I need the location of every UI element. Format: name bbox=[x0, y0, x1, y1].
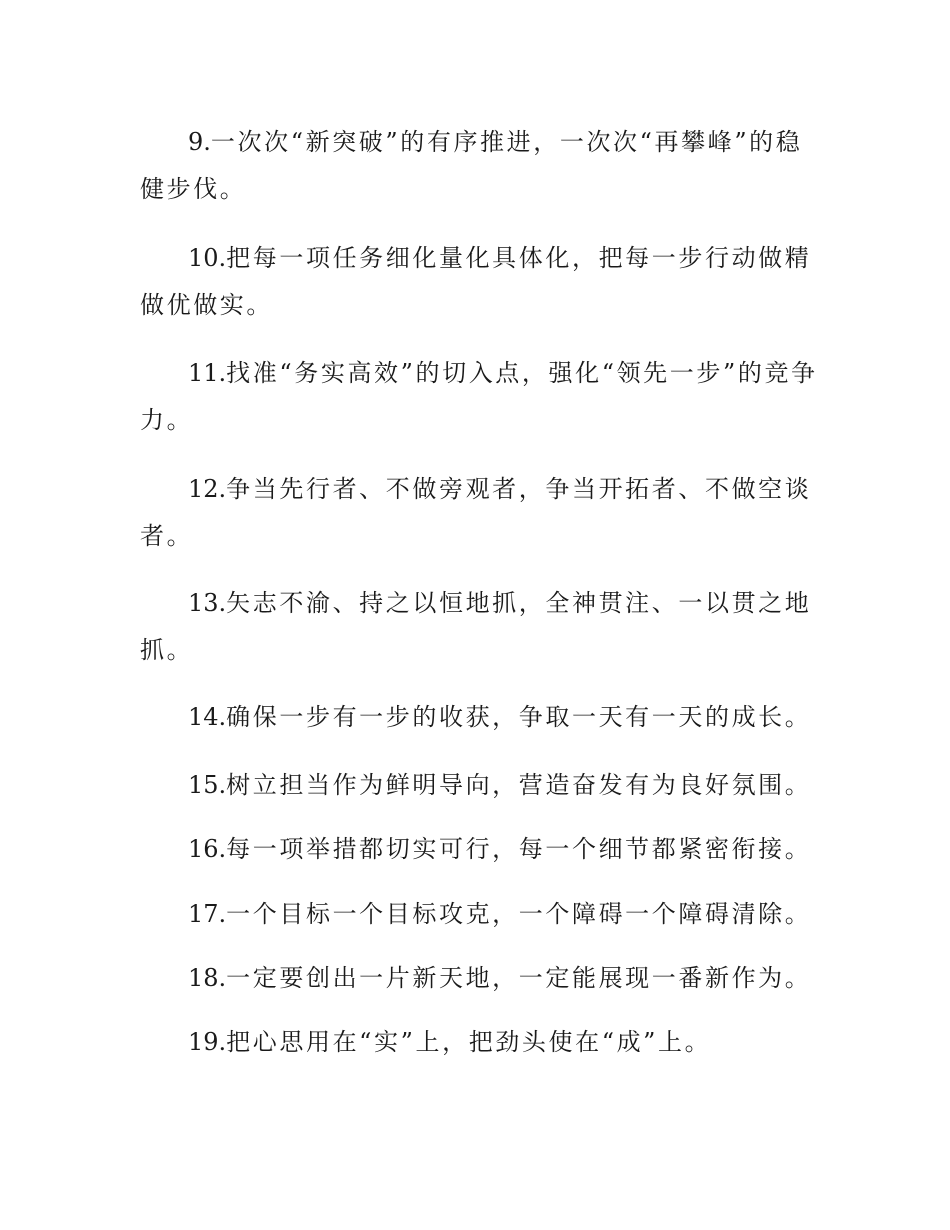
item-number: 17. bbox=[188, 900, 227, 928]
item-text: 把心思用在“实”上，把劲头使在“成”上。 bbox=[226, 1028, 712, 1056]
item-number: 10. bbox=[188, 244, 227, 272]
item-number: 12. bbox=[188, 475, 227, 503]
item-number: 14. bbox=[188, 703, 227, 731]
item-text: 争当先行者、不做旁观者，争当开拓者、不做空谈者。 bbox=[140, 475, 812, 550]
item-number: 15. bbox=[188, 771, 227, 799]
paragraph-12 bbox=[140, 466, 820, 560]
item-text: 一定要创出一片新天地，一定能展现一番新作为。 bbox=[226, 964, 812, 992]
item-number: 11. bbox=[188, 359, 227, 387]
paragraph-15 bbox=[140, 762, 820, 809]
paragraph-16 bbox=[140, 826, 820, 873]
item-number: 19. bbox=[188, 1028, 227, 1056]
paragraph-17 bbox=[140, 891, 820, 938]
paragraph-19 bbox=[140, 1019, 820, 1066]
item-number: 16. bbox=[188, 835, 227, 863]
item-number: 18. bbox=[188, 964, 227, 992]
item-number: 9. bbox=[188, 128, 211, 156]
item-number: 13. bbox=[188, 589, 227, 617]
item-text: 一次次“新突破”的有序推进，一次次“再攀峰”的稳健步伐。 bbox=[140, 128, 803, 203]
item-text: 树立担当作为鲜明导向，营造奋发有为良好氛围。 bbox=[226, 771, 812, 799]
item-text: 每一项举措都切实可行，每一个细节都紧密衔接。 bbox=[226, 835, 812, 863]
paragraph-10 bbox=[140, 235, 820, 329]
paragraph-13 bbox=[140, 580, 820, 674]
item-text: 找准“务实高效”的切入点，强化“领先一步”的竞争力。 bbox=[140, 359, 818, 434]
paragraph-11 bbox=[140, 350, 820, 444]
item-text: 确保一步有一步的收获，争取一天有一天的成长。 bbox=[226, 703, 812, 731]
paragraph-18 bbox=[140, 955, 820, 1002]
item-text: 把每一项任务细化量化具体化，把每一步行动做精做优做实。 bbox=[140, 244, 812, 319]
paragraph-9 bbox=[140, 119, 820, 213]
paragraph-14 bbox=[140, 694, 820, 741]
item-text: 一个目标一个目标攻克，一个障碍一个障碍清除。 bbox=[226, 900, 812, 928]
item-text: 矢志不渝、持之以恒地抓，全神贯注、一以贯之地抓。 bbox=[140, 589, 812, 664]
